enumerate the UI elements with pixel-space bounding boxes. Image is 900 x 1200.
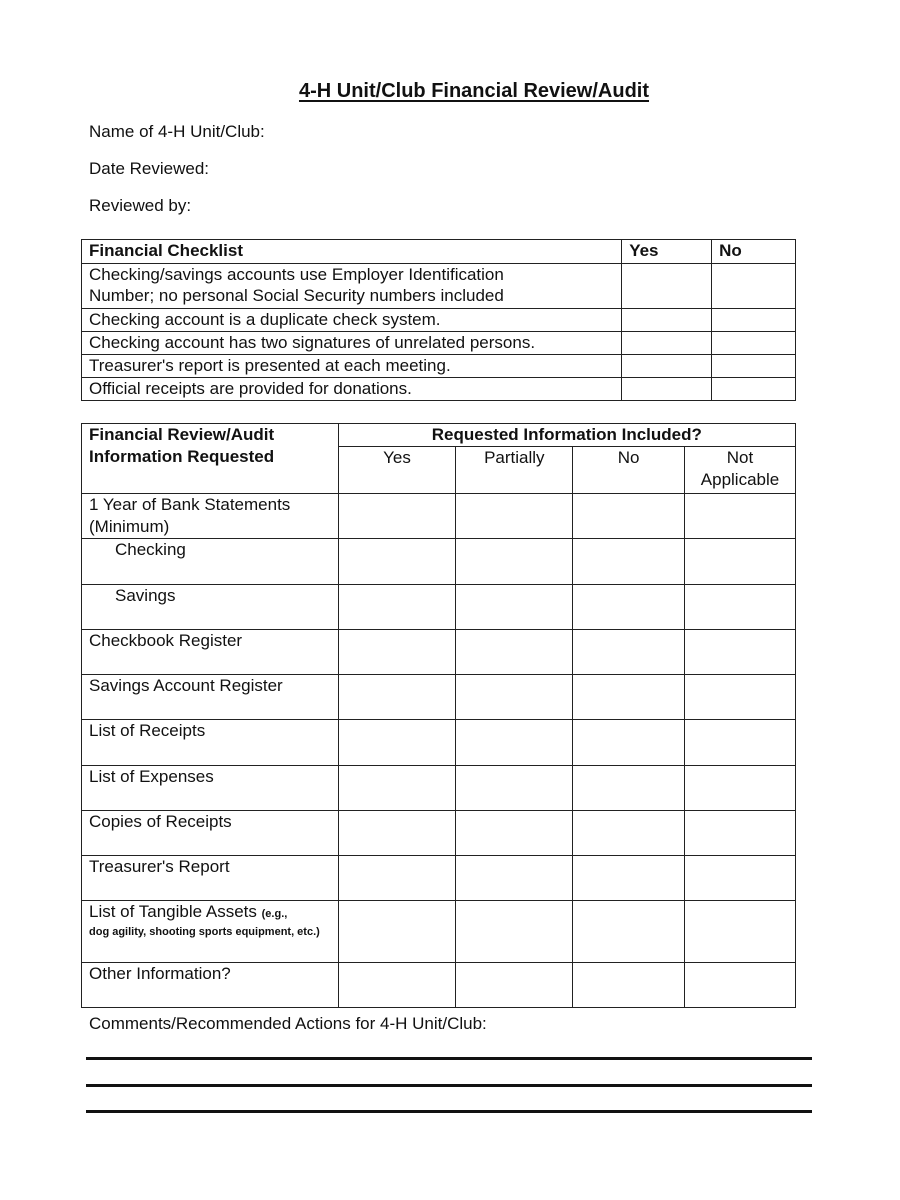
review-na-cell[interactable]: [685, 585, 796, 630]
review-no-cell[interactable]: [573, 963, 685, 1008]
checklist-row: [82, 378, 796, 401]
review-row: [82, 811, 796, 856]
review-audit-table: [81, 423, 796, 1008]
review-no-cell[interactable]: [573, 766, 685, 811]
review-na-cell[interactable]: [685, 963, 796, 1008]
review-no-cell[interactable]: [573, 539, 685, 585]
checklist-row: [82, 355, 796, 378]
review-header-item-line1: Financial Review/Audit: [89, 425, 275, 444]
review-item-text: (Minimum): [89, 517, 170, 536]
checklist-item: Checking account is a duplicate check system.: [82, 309, 622, 332]
checklist-item-text: Checking/savings accounts use Employer Identification: [89, 265, 504, 284]
review-header-item: [82, 424, 339, 494]
checklist-item: [82, 264, 622, 309]
review-row: [82, 494, 796, 539]
review-row: [82, 856, 796, 901]
review-no-cell[interactable]: [573, 494, 685, 539]
review-item-note: dog agility, shooting sports equipment, etc.): [89, 926, 320, 938]
review-yes-cell[interactable]: [338, 766, 456, 811]
review-row: [82, 720, 796, 766]
na-line1: Not: [726, 448, 754, 467]
review-partially-cell[interactable]: [456, 766, 573, 811]
checklist-row: [82, 309, 796, 332]
review-na-cell[interactable]: [685, 675, 796, 720]
review-header-no: No: [573, 447, 685, 494]
review-header-na: [685, 447, 796, 494]
checklist-no-cell[interactable]: [712, 309, 796, 332]
checklist-header-no: No: [712, 240, 796, 264]
review-yes-cell[interactable]: [338, 856, 456, 901]
review-header-item-line2: Information Requested: [89, 447, 275, 466]
review-na-cell[interactable]: [685, 539, 796, 585]
review-yes-cell[interactable]: [338, 811, 456, 856]
review-row: [82, 539, 796, 585]
review-header-group: Requested Information Included?: [338, 424, 795, 447]
review-item-text: List of Tangible Assets: [89, 902, 257, 921]
checklist-yes-cell[interactable]: [622, 309, 712, 332]
comment-line[interactable]: [86, 1057, 812, 1060]
review-no-cell[interactable]: [573, 901, 685, 963]
review-yes-cell[interactable]: [338, 720, 456, 766]
review-partially-cell[interactable]: [456, 585, 573, 630]
date-reviewed-field[interactable]: [89, 159, 209, 179]
title-text: 4-H Unit/Club Financial Review/Audit: [298, 80, 650, 102]
review-item: Copies of Receipts: [82, 811, 339, 856]
review-item: [82, 901, 339, 963]
review-item: List of Receipts: [82, 720, 339, 766]
checklist-item: Checking account has two signatures of unrelated persons.: [82, 332, 622, 355]
review-partially-cell[interactable]: [456, 856, 573, 901]
review-item: List of Expenses: [82, 766, 339, 811]
document-title: [0, 80, 900, 103]
comment-line[interactable]: [86, 1084, 812, 1087]
checklist-no-cell[interactable]: [712, 332, 796, 355]
club-name-label: Name of 4-H Unit/Club:: [89, 122, 265, 141]
checklist-row: [82, 264, 796, 309]
review-partially-cell[interactable]: [456, 675, 573, 720]
checklist-yes-cell[interactable]: [622, 332, 712, 355]
checklist-no-cell[interactable]: [712, 378, 796, 401]
review-item: Other Information?: [82, 963, 339, 1008]
checklist-header-yes: Yes: [622, 240, 712, 264]
review-yes-cell[interactable]: [338, 675, 456, 720]
review-partially-cell[interactable]: [456, 539, 573, 585]
review-item: Savings: [82, 585, 339, 630]
financial-checklist-table: [81, 239, 796, 401]
review-yes-cell[interactable]: [338, 901, 456, 963]
review-row: [82, 766, 796, 811]
checklist-yes-cell[interactable]: [622, 264, 712, 309]
review-no-cell[interactable]: [573, 856, 685, 901]
review-yes-cell[interactable]: [338, 963, 456, 1008]
review-partially-cell[interactable]: [456, 494, 573, 539]
checklist-yes-cell[interactable]: [622, 355, 712, 378]
review-yes-cell[interactable]: [338, 494, 456, 539]
review-header-row: [82, 424, 796, 447]
checklist-header-item: Financial Checklist: [82, 240, 622, 264]
review-header-partially: Partially: [456, 447, 573, 494]
review-item: Treasurer's Report: [82, 856, 339, 901]
review-na-cell[interactable]: [685, 630, 796, 675]
review-no-cell[interactable]: [573, 675, 685, 720]
na-line2: Applicable: [700, 470, 780, 489]
checklist-header-row: [82, 240, 796, 264]
review-na-cell[interactable]: [685, 720, 796, 766]
review-row: [82, 963, 796, 1008]
checklist-yes-cell[interactable]: [622, 378, 712, 401]
review-no-cell[interactable]: [573, 720, 685, 766]
review-row: [82, 675, 796, 720]
review-na-cell[interactable]: [685, 901, 796, 963]
review-na-cell[interactable]: [685, 811, 796, 856]
reviewed-by-field[interactable]: [89, 196, 191, 216]
checklist-no-cell[interactable]: [712, 264, 796, 309]
review-na-cell[interactable]: [685, 856, 796, 901]
checklist-item-text: Number; no personal Social Security numbers included: [89, 286, 504, 305]
review-yes-cell[interactable]: [338, 630, 456, 675]
review-partially-cell[interactable]: [456, 963, 573, 1008]
review-item: [82, 494, 339, 539]
comments-label: Comments/Recommended Actions for 4-H Unit/Club:: [89, 1014, 487, 1033]
review-item: Checking: [82, 539, 339, 585]
review-item: Savings Account Register: [82, 675, 339, 720]
checklist-row: [82, 332, 796, 355]
review-partially-cell[interactable]: [456, 811, 573, 856]
comment-line[interactable]: [86, 1110, 812, 1113]
review-yes-cell[interactable]: [338, 585, 456, 630]
review-na-cell[interactable]: [685, 766, 796, 811]
date-reviewed-label: Date Reviewed:: [89, 159, 210, 178]
review-item-note: (e.g.,: [261, 908, 288, 920]
review-row: [82, 585, 796, 630]
review-row: [82, 630, 796, 675]
checklist-item: Treasurer's report is presented at each meeting.: [82, 355, 622, 378]
review-item-text: 1 Year of Bank Statements: [89, 495, 291, 514]
review-item: Checkbook Register: [82, 630, 339, 675]
review-no-cell[interactable]: [573, 585, 685, 630]
review-partially-cell[interactable]: [456, 720, 573, 766]
checklist-no-cell[interactable]: [712, 355, 796, 378]
review-row: [82, 901, 796, 963]
review-no-cell[interactable]: [573, 811, 685, 856]
checklist-item: Official receipts are provided for donations.: [82, 378, 622, 401]
review-yes-cell[interactable]: [338, 539, 456, 585]
review-na-cell[interactable]: [685, 494, 796, 539]
club-name-field[interactable]: [89, 122, 265, 142]
review-no-cell[interactable]: [573, 630, 685, 675]
review-partially-cell[interactable]: [456, 901, 573, 963]
review-header-yes: Yes: [338, 447, 456, 494]
reviewed-by-label: Reviewed by:: [89, 196, 192, 215]
review-partially-cell[interactable]: [456, 630, 573, 675]
